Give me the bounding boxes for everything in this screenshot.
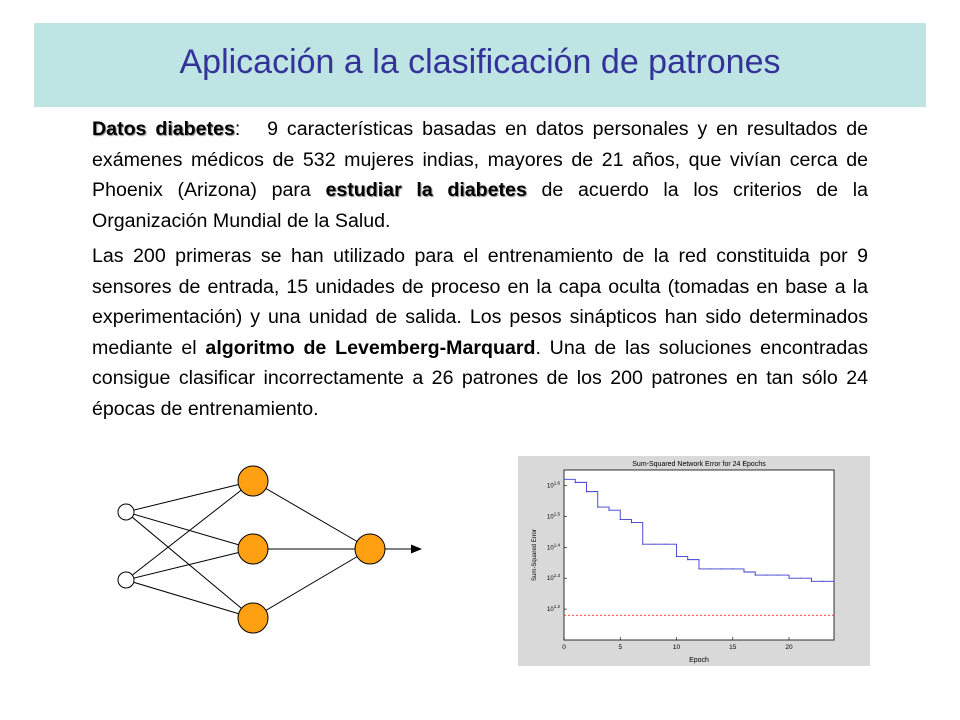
data-point xyxy=(811,581,812,582)
data-point xyxy=(586,491,587,492)
edge-in1-h1 xyxy=(126,481,253,512)
algorithm-name: algoritmo de Levemberg-Marquard xyxy=(205,336,536,359)
paragraph2-text-a: Las 200 primeras se han utilizado para el entrenamiento de la red constituida por 9 sensores de entrada, 15 unidades de proceso en la capa oculta (tomadas en base a la experimentación) y una unidad de salida. Los pesos sinápticos han sido determinados mediante el xyxy=(92,245,868,359)
edge-h1-out xyxy=(253,481,370,549)
edge-h3-out xyxy=(253,549,370,618)
data-point xyxy=(665,544,666,545)
paragraph-data-description xyxy=(92,114,868,236)
data-point xyxy=(777,574,778,575)
x-tick-label: 15 xyxy=(729,644,737,651)
x-tick-label: 10 xyxy=(672,644,681,651)
data-point xyxy=(833,581,834,582)
data-point xyxy=(698,568,699,569)
label-colon: : xyxy=(234,118,241,140)
plot-area xyxy=(564,470,834,640)
data-point xyxy=(743,571,744,572)
edge-in2-h3 xyxy=(126,580,253,618)
data-point xyxy=(642,544,643,545)
emphasis-study: estudiar la diabetes xyxy=(325,179,527,201)
edge-in2-h2 xyxy=(126,549,253,580)
y-tick-label: $10^{1.2}$ xyxy=(547,604,560,614)
output-neuron xyxy=(355,534,385,564)
x-tick-label: 5 xyxy=(618,644,623,651)
hidden-neuron xyxy=(238,603,268,633)
paragraph2-text-b: . Una de las soluciones encontradas consigue clasificar incorrectamente a 26 patrones de los 200 patrones en tan sólo 24 épocas de entrenamiento. xyxy=(92,336,868,420)
data-point xyxy=(676,556,677,557)
title-bar xyxy=(34,23,926,107)
x-tick-label: 20 xyxy=(785,644,793,651)
data-point xyxy=(631,522,632,523)
data-point xyxy=(597,506,598,507)
y-tick-label: $10^{1.5}$ xyxy=(547,511,560,521)
input-node xyxy=(118,504,134,520)
data-point xyxy=(788,578,789,579)
paragraph1-text-b: de acuerdo la los criterios de la Organización Mundial de la Salud. xyxy=(92,179,868,232)
chart-title: Sum-Squared Network Error for 24 Epochs xyxy=(632,461,766,468)
x-tick-label: 0 xyxy=(562,644,566,651)
hidden-neuron xyxy=(238,534,268,564)
data-point xyxy=(822,581,823,582)
y-tick-label: $10^{1.4}$ xyxy=(547,542,560,552)
data-point xyxy=(653,544,654,545)
data-point xyxy=(575,482,576,483)
data-point xyxy=(732,568,733,569)
paragraph-training-description xyxy=(92,241,868,424)
data-point xyxy=(710,568,711,569)
dataset-label: Datos diabetes xyxy=(92,118,235,140)
y-axis-label: Sum-Squared Error xyxy=(532,528,538,582)
input-node xyxy=(118,572,134,588)
data-point xyxy=(721,568,722,569)
y-tick-label: $10^{1.3}$ xyxy=(547,573,560,583)
neural-network-diagram xyxy=(100,450,440,640)
output-arrow-icon xyxy=(411,545,422,554)
slide-title: Aplicación a la clasificación de patrones xyxy=(179,43,781,81)
error-chart xyxy=(518,456,870,666)
y-tick-label: $10^{1.6}$ xyxy=(547,480,560,490)
hidden-neuron xyxy=(238,466,268,496)
data-point xyxy=(755,574,756,575)
data-point xyxy=(608,510,609,511)
data-point xyxy=(800,578,801,579)
x-axis-label: Epoch xyxy=(689,657,709,664)
data-point xyxy=(687,559,688,560)
data-point xyxy=(620,519,621,520)
data-point xyxy=(766,574,767,575)
data-point xyxy=(563,479,564,480)
paragraph1-text-a: 9 características basadas en datos personales y en resultados de exámenes médicos de 532 mujeres indias, mayores de 21 años, que vivían cerca de Phoenix (Arizona) para xyxy=(92,118,868,201)
